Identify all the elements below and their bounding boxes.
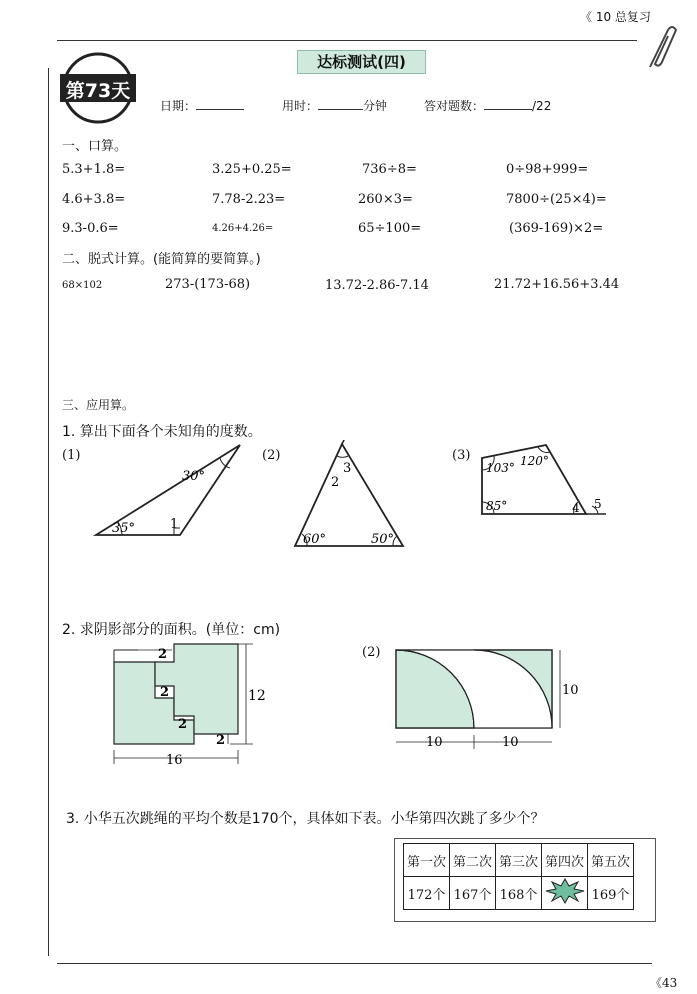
score-field — [424, 97, 551, 114]
dimension-label: 10 — [502, 735, 519, 750]
calc-item: (369-169)×2= — [509, 221, 604, 236]
table-header-cell: 第三次 — [496, 844, 542, 877]
calc-item: 7.78-2.23= — [212, 192, 286, 207]
section1-heading: 一、口算。 — [62, 139, 128, 154]
angle-label: 1 — [170, 517, 179, 532]
dimension-label: 2 — [216, 733, 226, 748]
table-header-cell: 第五次 — [588, 844, 634, 877]
date-field — [160, 97, 244, 114]
calc-item: 4.26+4.26= — [212, 223, 274, 234]
dimension-label: 16 — [166, 753, 183, 768]
time-unit: 分钟 — [363, 99, 388, 113]
calc-item: 7800÷(25×4)= — [506, 192, 607, 207]
q2-prompt: 2. 求阴影部分的面积。(单位：cm) — [62, 622, 281, 638]
left-rule — [48, 68, 49, 956]
stepped-shape-figure — [108, 640, 268, 768]
calc-item: 4.6+3.8= — [62, 192, 126, 207]
triangle-figure-2 — [285, 440, 415, 550]
calc-item: 13.72-2.86-7.14 — [325, 278, 429, 293]
date-label: 日期： — [160, 99, 197, 113]
day-badge-label: 第73天 — [65, 80, 131, 102]
time-label: 用时： — [282, 99, 319, 113]
dimension-label: 12 — [248, 688, 266, 704]
calc-item: 5.3+1.8= — [62, 162, 126, 177]
jump-rope-table — [403, 843, 634, 910]
section3-heading: 三、应用算。 — [62, 398, 135, 412]
angle-label: 120° — [520, 454, 549, 468]
dimension-label: 10 — [562, 683, 579, 698]
fig3-number: (3) — [452, 448, 471, 463]
calc-item: 3.25+0.25= — [212, 162, 292, 177]
dimension-label: 10 — [426, 735, 443, 750]
angle-label: 30° — [182, 469, 206, 484]
page-title: 达标测试(四) — [297, 50, 426, 74]
page-number: 《43 — [650, 976, 678, 990]
calc-item: 0÷98+999= — [506, 162, 589, 177]
angle-label: 60° — [303, 532, 327, 547]
day-badge — [58, 52, 138, 124]
calc-item: 21.72+16.56+3.44 — [494, 277, 620, 292]
angle-label: 35° — [112, 521, 136, 536]
angle-label: 50° — [371, 532, 395, 547]
top-rule — [57, 40, 637, 41]
dimension-label: 2 — [178, 717, 188, 732]
table-header-cell: 第二次 — [450, 844, 496, 877]
paperclip-icon — [640, 22, 680, 72]
table-cell: 169个 — [588, 877, 634, 910]
angle-label: 103° — [486, 461, 515, 475]
table-cell: 168个 — [496, 877, 542, 910]
calc-item: 9.3-0.6= — [62, 221, 119, 236]
section2-heading: 二、脱式计算。(能简算的要简算。) — [62, 252, 261, 267]
calc-item: 260×3= — [358, 192, 413, 207]
score-label: 答对题数： — [424, 99, 485, 113]
calc-item: 273-(173-68) — [165, 277, 251, 292]
angle-label: 3 — [343, 461, 352, 476]
score-total: /22 — [532, 99, 552, 113]
fig1-number: (1) — [62, 448, 81, 463]
bottom-rule — [57, 963, 652, 964]
calc-item: 68×102 — [62, 280, 103, 291]
calc-item: 736÷8= — [362, 162, 417, 177]
splat-icon — [545, 878, 585, 904]
table-cell: 172个 — [404, 877, 450, 910]
dimension-label: 2 — [158, 647, 168, 662]
table-row — [404, 877, 634, 910]
triangle-figure-1 — [90, 440, 250, 540]
table-cell: 167个 — [450, 877, 496, 910]
calc-item: 65÷100= — [358, 221, 422, 236]
chapter-header: 《 10 总复习 — [580, 10, 651, 24]
table-header-cell: 第一次 — [404, 844, 450, 877]
angle-label: 5 — [594, 497, 602, 511]
angle-label: 85° — [486, 499, 508, 513]
q2-fig2-number: (2) — [362, 645, 381, 660]
splat-icon-cell — [542, 877, 588, 910]
quarter-circles-figure — [390, 645, 580, 755]
angle-label: 4 — [572, 501, 580, 515]
table-row — [404, 844, 634, 877]
table-header-cell: 第四次 — [542, 844, 588, 877]
q1-prompt: 1. 算出下面各个未知角的度数。 — [62, 424, 262, 440]
time-field — [282, 97, 387, 114]
dimension-label: 2 — [160, 685, 170, 700]
quadrilateral-figure-3 — [474, 440, 614, 522]
q3-prompt: 3. 小华五次跳绳的平均个数是170个，具体如下表。小华第四次跳了多少个？ — [66, 811, 545, 827]
angle-label: 2 — [331, 475, 340, 490]
fig2-number: (2) — [262, 448, 281, 463]
